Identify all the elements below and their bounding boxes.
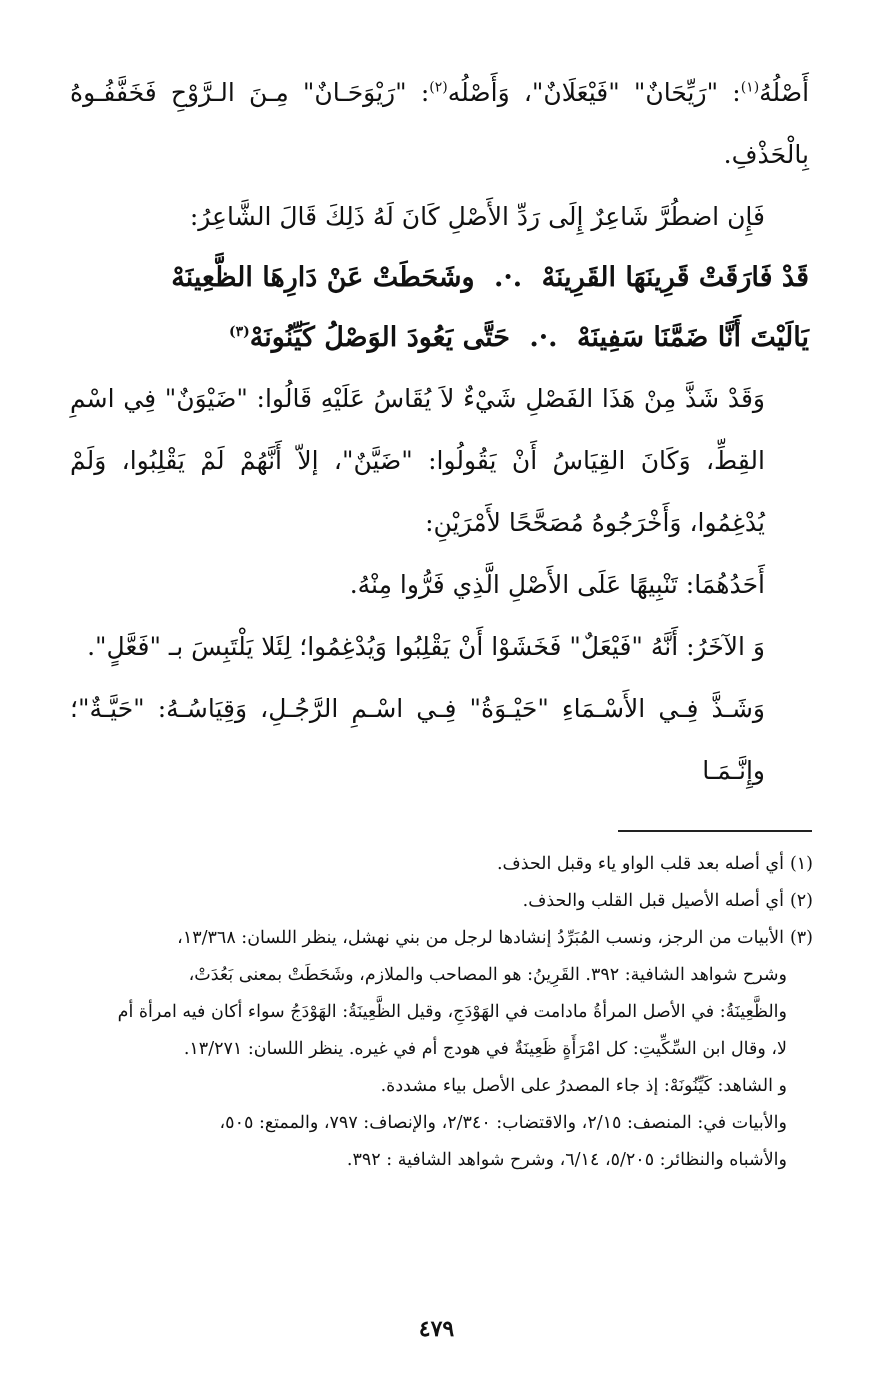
paragraph-2: فَإِن اضطُرَّ شَاعِرٌ إِلَى رَدِّ الأَصْلِ كَانَ لَهُ ذَلِكَ قَالَ الشَّاعِرُ:	[189, 202, 765, 231]
paragraph-5: وَ الآخَرُ: أَنَّهُ "فَيْعَلٌ" فَخَشَوْا أَنْ يَقْلِبُوا وَيُدْغِمُوا؛ لِئَلا يَلْتَبِسَ بـ "فَعَّلٍ".	[87, 632, 765, 661]
footnote-1-text: أي أصله بعد قلب الواو ياء وقبل الحذف.	[496, 854, 784, 874]
verse-line-1	[70, 248, 809, 308]
paragraph-4: أَحَدُهُمَا: تَنْبِيهًا عَلَى الأَصْلِ الَّذِي فَرُّوا مِنْهُ.	[349, 570, 765, 599]
verse-separator: .·.	[529, 322, 558, 353]
paragraph-1	[70, 62, 809, 186]
footnote-3-line-2: وشرح شواهد الشافية: ٣٩٢. القَرِينُ: هو المصاحب والملازم، وشَحَطَتْ بمعنى بَعُدَتْ،	[188, 965, 787, 985]
footnote-3-line-5: و الشاهد: كَيِّنُونَهْ: إذ جاء المصدرُ على الأصل بياء مشددة.	[380, 1076, 787, 1096]
footnote-divider	[618, 830, 812, 832]
main-text	[70, 62, 809, 802]
footnote-ref-1[interactable]: (١)	[740, 79, 760, 96]
footnote-2-number: (٢)	[789, 891, 813, 911]
footnote-3	[70, 920, 813, 957]
page-number: ٤٧٩	[418, 1316, 455, 1342]
footnote-3-number: (٣)	[789, 928, 813, 948]
footnote-ref-2[interactable]: (٢)	[429, 79, 448, 96]
footnote-3-line-1: الأبيات من الرجز، ونسب المُبَرِّدُ إنشادها لرجل من بني نهشل، ينظر اللسان: ١٣/٣٦٨،	[177, 928, 784, 948]
verse-line-2	[70, 308, 809, 368]
footnote-3-line-6: والأبيات في: المنصف: ٢/١٥، والاقتضاب: ٢/٣٤٠، والإنصاف: ٧٩٧، والممتع: ٥٠٥،	[219, 1113, 787, 1133]
paragraph-1-text-a: أَصْلُهُ	[759, 78, 810, 107]
footnote-1-number: (١)	[789, 854, 813, 874]
footnote-3-line-4: لا، وقال ابن السِّكِّيتِ: كل امْرَأَةٍ ظَعِينَةٌ في هودج أم في غيره. ينظر اللسان: ١٣/٢٧١.	[183, 1039, 787, 1059]
verse-2-second-hemistich: حَتَّى يَعُودَ الوَصْلُ كَيِّنُونَهْ	[249, 322, 510, 353]
paragraph-1-text-c: : "رَيْوَحَـانٌ" مِـنَ الـرَّوْحِ فَخَفَّفُـوهُ بِالْحَذْفِ.	[70, 78, 809, 169]
footnote-1	[70, 846, 813, 883]
footnote-2	[70, 883, 813, 920]
verse-2-first-hemistich: يَالَيْتَ أَنَّا ضَمَّنَا سَفِينَهْ	[576, 322, 809, 353]
footnote-3-line-3: والظَّعِينَةُ: في الأصل المرأةُ مادامت في الهَوْدَجِ، وقيل الظَّعِينَةُ: الهَوْدَجُ سواء أكان فيه امرأة أم	[117, 1002, 787, 1022]
footnote-2-text: أي أصله الأصيل قبل القلب والحذف.	[522, 891, 784, 911]
paragraph-1-text-b: : "رَيِّحَانٌ" "فَيْعَلَانٌ"، وَأَصْلُه	[447, 78, 741, 107]
verse-1-first-hemistich: قَدْ فَارَقَتْ قَرِينَهَا القَرِينَهْ	[541, 262, 809, 293]
verse-separator: .·.	[493, 262, 523, 293]
paragraph-6: وَشَـذَّ فِـي الأَسْـمَاءِ "حَيْـوَةُ" فِـي اسْـمِ الرَّجُـلِ، وَقِيَاسُـهُ: "حَيَّـةٌ"؛ وإِنَّـمَـا	[70, 694, 765, 785]
footnotes	[70, 846, 813, 1179]
footnote-3-line-7: والأشباه والنظائر: ٥/٢٠٥، ٦/١٤، وشرح شواهد الشافية : ٣٩٢.	[346, 1150, 787, 1170]
verse-1-second-hemistich: وشَحَطَتْ عَنْ دَارِهَا الظَّعِينَهْ	[171, 262, 475, 293]
paragraph-3: وَقَدْ شَذَّ مِنْ هَذَا الفَصْلِ شَيْءٌ لاَ يُقَاسُ عَلَيْهِ قَالُوا: "ضَيْوَنٌ" فِي اسْمِ القِطِّ، وَكَانَ القِيَاسُ أَنْ يَقُولُوا: "ضَيَّنٌ"، إلاّ أَنَّهُمْ لَمْ يَقْلِبُوا، وَلَمْ يُدْغِمُوا، وَأَخْرَجُوهُ مُصَحَّحًا لأَمْرَيْنِ:	[70, 384, 765, 537]
footnote-ref-3[interactable]: (٣)	[228, 324, 250, 340]
